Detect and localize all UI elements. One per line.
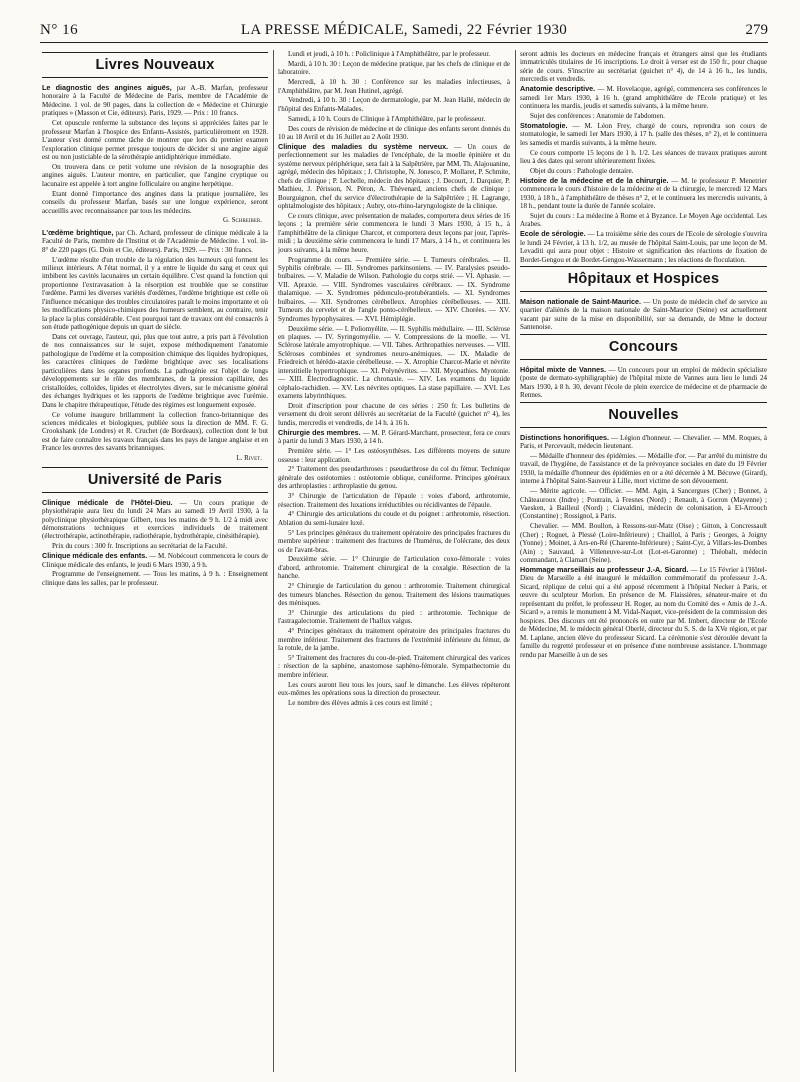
notice — [42, 499, 268, 541]
notice-paragraph: 2° Chirurgie de l'articulation du genou : arthrotomie. Traitement chirurgical des tumeurs blanches. Résection du genou. Traitement des lésions traumatiques des ménisques. — [278, 582, 510, 608]
notice-paragraph: — Médaille d'honneur des épidémies. — Médaille d'or. — Par arrêté du ministre du travail, de l'hygiène, de l'assistance et de la prévoyance sociales en date du 19 Février 1930, la médaille d'honneur des épidémies en or a été décernée à M. Bécuwe (Girard), interne à l'hôpital Saint-Sauveur à Lille, mort victime de son dévouement. — [520, 451, 767, 486]
notice-heading: Clinique médicale de l'Hôtel-Dieu. — [42, 497, 173, 507]
column-divider — [515, 50, 516, 1072]
notice-paragraph: Des cours de révision de médecine et de clinique des enfants seront donnés du 10 au 18 Avril et du 16 Juillet au 2 Août 1930. — [278, 124, 510, 142]
section-header-hopitaux — [520, 266, 767, 292]
notice-paragraph: 3° Chirurgie de l'articulation de l'épaule : voies d'abord, arthrotomie, résection. Traitement des luxations irréductibles ou récidivantes de l'épaule. — [278, 492, 510, 509]
notice-heading: Stomatologie. — [520, 120, 568, 130]
notice-heading: Clinique des maladies du système nerveux. — [278, 141, 449, 151]
notice-text: — M. Hovelacque, agrégé, commencera ses conférences le samedi 1er Mars 1930, à 16 h. (grand amphithéâtre de l'Ecole pratique) et les continuera les mardis, jeudis et samedis suivants, à la même heure. — [520, 85, 767, 111]
notice — [520, 434, 767, 451]
article-heading: Le diagnostic des angines aiguës, — [42, 83, 172, 92]
notice-paragraph: Lundi et jeudi, à 10 h. : Policlinique à l'Amphithéâtre, par le professeur. — [288, 50, 491, 58]
section-header-concours — [520, 334, 767, 360]
section-title: Livres Nouveaux — [95, 57, 215, 73]
notice-paragraph: Deuxième série. — 1° Chirurgie de l'articulation coxo-fémorale : voies d'abord, arthrotomie. Traitement chirurgical de la coxalgie. Résection de la hanche. — [278, 555, 510, 581]
notice-text: — Un concours pour un emploi de médecin spécialiste (poste de dermato-syphiligraphie) de l'hôpital mixte de Vannes aura lieu le lundi 24 Mars 1930, à 8 h. 30, devant l'école de plein exercice de médecine et de pharmacie de Rennes. — [520, 365, 767, 400]
notice-paragraph: Sujet du cours : La médecine à Rome et à Byzance. Le Moyen Age occidental. Les Arabes. — [520, 211, 767, 229]
notice — [278, 429, 510, 446]
article-paragraph: Ce volume inaugure brillamment la collection franco-britannique des sciences médicales et biologiques, publiée sous la direction de MM. F. G. Crookshank (de Londres) et R. Cruchet (de Bordeaux), collection dont le but est de faire connaître les travaux français dans les pays de langue anglaise et en France les œuvres des savants britanniques. — [42, 410, 268, 453]
article-text: par A.-B. Marfan, professeur honoraire à la Faculté de Médecine de Paris, membre de l'Académie de Médecine. 1 vol. de 90 pages, dans la collection de « Médecine et Chirurgie pratiques » (Masson et Cie, éditeurs). Paris, 1929. — Prix : 10 francs. — [42, 84, 268, 118]
notice — [278, 143, 510, 211]
notice-paragraph: 4° Chirurgie des articulations du coude et du poignet : arthrotomie, résection. Ablation du semi-lunaire luxé. — [278, 510, 510, 527]
notice-paragraph: Droit d'inscription pour chacune de ces séries : 250 fr. Les bulletins de versement du droit seront délivrés au secrétariat de la Faculté (guichet n° 4), les lundis, mercredis et vendredis, de 14 h. à 16 h. — [278, 402, 510, 427]
notice-paragraph: Prix du cours : 300 fr. Inscriptions au secrétariat de la Faculté. — [52, 542, 228, 551]
notice — [520, 122, 767, 147]
notice-paragraph: 3° Chirurgie des articulations du pied : arthrotomie. Technique de l'astragalectomie. Traitement de l'hallux valgus. — [278, 608, 510, 626]
notice — [520, 230, 767, 264]
notice-paragraph: Sujet des conférences : Anatomie de l'abdomen. — [530, 111, 665, 120]
article — [42, 84, 268, 118]
notice-paragraph: Mardi, à 10 h. 30 : Leçon de médecine pratique, par les chefs de clinique et de laboratoire. — [278, 59, 510, 77]
notice-heading: Clinique médicale des enfants. — [42, 551, 148, 561]
section-title: Hôpitaux et Hospices — [567, 271, 720, 287]
notice-paragraph: Ce cours clinique, avec présentation de malades, comportera deux séries de 16 leçons ; la première série commencera le lundi 3 Mars 1930, à 15 h., à l'amphithéâtre de la clinique Charcot, et comportera deux leçons par jour, l'après-midi ; la deuxième série commencera le lundi 17 Mars, à 14 h., et continuera les jours suivants, à la même heure. — [278, 211, 510, 254]
notice-text: — Un cours de perfectionnement sur les maladies de l'encéphale, de la moelle épinière et du système nerveux périphérique, sera fait à la Salpêtrière, par MM. Th. Alajouanine, agrégé, médecin des hôpitaux ; J. Christophe, N. Jonesco, P. Mollaret, P. Schmite, chefs de clinique ; P. Lechelle, médecin des hôpitaux ; J. Decourt, J. Darquier, P. Mathieu, J. Périsson, N. Péron, A. Thévenard, anciens chefs de clinique ; Bourguignon, chef du service d'électrothérapie de la Salpêtrière ; H. Lagrange, ophtalmologiste des hôpitaux ; Aubry, oto-rhino-laryngologiste de la clinique. — [278, 142, 510, 211]
notice-paragraph: 5° Traitement des fractures du cou-de-pied. Traitement chirurgical des varices : résection de la saphène, anastomose saphéno-fémorale. Sympathectomie du membre inférieur. — [278, 654, 510, 679]
notice-heading: Distinctions honorifiques. — [520, 432, 609, 442]
notice-heading: Maison nationale de Saint-Maurice. — [520, 297, 642, 306]
column-divider — [273, 50, 274, 1072]
notice-heading: Anatomie descriptive. — [520, 84, 596, 94]
article — [42, 229, 268, 254]
section-title: Nouvelles — [608, 406, 679, 423]
author-signature: G. Schreiber. — [222, 216, 262, 225]
notice — [520, 298, 767, 332]
notice-text: — La troisième série des cours de l'Ecole de sérologie s'ouvrira le lundi 24 Février, à 13 h. 1/2, au musée de l'hôpital Saint-Louis, par une leçon de M. Levaditi qui aura pour objet : Histoire et signification des réactions de fixation de Bordet-Gengou et de Bordet-Gengou-Wassermann ; les réactions de floculation. — [520, 230, 767, 264]
notice-paragraph: 2° Traitement des pseudarthroses : pseudarthrose du col du fémur. Technique générale des ostéotomies : ostéotomie oblique, cunéiforme. Principes généraux des arthroplasties : arthroplastie du genou. — [278, 465, 510, 491]
article-text: par Ch. Achard, professeur de clinique médicale à la Faculté de Paris, membre de l'Institut et de l'Académie de Médecine. 1 vol. in-8° de 220 pages (G. Doin et Cie, éditeurs). Paris, 1929. — Prix : 30 francs. — [42, 228, 268, 254]
notice-paragraph: Mercredi, à 10 h. 30 : Conférence sur les maladies infectieuses, à l'Amphithéâtre, par M. Jean Hutinel, agrégé. — [278, 78, 510, 95]
notice-paragraph: 4° Principes généraux du traitement opératoire des principales fractures du membre inférieur. Traitement des fractures de l'extrémité inférieure du fémur, de la rotule, de la jambe. — [278, 627, 510, 653]
notice — [520, 366, 767, 400]
notice-paragraph: Objet du cours : Pathologie dentaire. — [530, 166, 634, 175]
notice-paragraph: Programme de l'enseignement. — Tous les matins, à 9 h. : Enseignement clinique dans les salles, par le professeur. — [42, 570, 268, 587]
notice-text: — M. le professeur P. Menetrier commencera le cours d'histoire de la médecine et de la chirurgie, le mercredi 12 Mars 1930, à 18 h., à l'amphithéâtre de thèses n° 2, et le continuera les mercredis suivants, à 18 h., pendant toute la durée de l'année scolaire. — [520, 176, 767, 211]
page-number: 279 — [745, 22, 768, 38]
column-3 — [520, 50, 767, 660]
newspaper-title: LA PRESSE MÉDICALE, Samedi, 22 Février 1930 — [240, 22, 568, 38]
notice-text: — M. Nobécourt commencera le cours de Clinique médicale des enfants, le jeudi 6 Mars 1930, à 9 h. — [42, 552, 268, 569]
section-title: Université de Paris — [87, 471, 223, 488]
notice — [520, 85, 767, 110]
notice — [520, 566, 767, 659]
notice-paragraph: Première série. — 1° Les ostéosynthèses. Les différents moyens de suture osseuse : leur application. — [278, 447, 510, 464]
notice-text: — Un cours pratique de physiothérapie aura lieu du lundi 24 Mars au samedi 19 Avril 1930, à la polyclinique physiothérapique Gilbert, tous les matins de 9 h. 1/2 à midi avec démonstrations techniques et exercices individuels de traitement (électrothérapie, actinothérapie, radiothérapie, hydrothérapie, cinésithérapie). — [42, 498, 268, 541]
notice-paragraph: Le nombre des élèves admis à ces cours est limité ; — [288, 699, 433, 708]
section-header-universite — [42, 467, 268, 493]
notice-text: — M. Léon Frey, chargé de cours, reprendra son cours de stomatologie, le samedi 1er Mars 1930, à 17 h. (salle des thèses, n° 2), et le continuera les samedis et mardis suivants, à la même heure. — [520, 121, 767, 147]
notice-heading: Histoire de la médecine et de la chirurgie. — [520, 175, 669, 185]
section-header-livres-nouveaux — [42, 52, 268, 78]
column-1 — [42, 50, 268, 589]
issue-number: N° 16 — [40, 22, 79, 38]
notice-text: — Un poste de médecin chef de service au quartier d'aliénés de la maison nationale de Saint-Maurice (Seine) est actuellement vacant par suite de la mise en disponibilité, sur sa demande, de Mme le docteur Santenoise. — [520, 298, 767, 332]
column-2 — [278, 50, 510, 709]
article-paragraph: Dans cet ouvrage, l'auteur, qui, plus que tout autre, a pris part à l'évolution de nos connaissances sur le sujet, expose méthodiquement l'anatomie pathologique de l'œdème et la composition chimique des liquides hydropiques, les caractères cliniques de l'œdème brightique avec ses localisations particulières dans les organes profonds. La pathogénie est l'objet de longs développements sur le rôle des membranes, de la pression capillaire, des cristalloïdes, colloïdes, lipides et électrolytes divers, sur le mécanisme général des échanges hydriques et les rapports de l'œdème brightique avec l'urémie. Dans le chapitre thérapeutique, l'étude des régimes est longuement exposée. — [42, 333, 268, 409]
article-paragraph: On trouvera dans ce petit volume une révision de la nosographie des angines aiguës. L'auteur montre, en particulier, que l'angine cryptique ou lacunaire est appelée à tort angine folliculaire ou angine herpétique. — [42, 162, 268, 188]
notice — [520, 177, 767, 211]
notice-paragraph: Deuxième série. — I. Poliomyélite. — II. Syphilis médullaire. — III. Sclérose en plaques. — IV. Syringomyélie. — V. Compressions de la moelle. — VI. Sclérose latérale amyotrophique. — VII. Tabes. Arthropathies nerveuses. — VIII. Scléroses combinées et syndromes neuro-anémiques. — IX. Maladie de Friedreich et hérédo-ataxie cérébelleuse. — X. Atrophie Charcot-Marie et névrite interstitielle hypertrophique. — XI. Polynévrites. — XII. Myopathies. Myotonie. — XIII. Électrodiagnostic. La chronaxie. — XIV. Les examens du liquide céphalo-rachidien. — XV. Les névrites optiques. La stase papillaire. — XVI. Les examens labyrinthiques. — [278, 324, 510, 401]
notice-heading: Hommage marseillais au professeur J.-A. Sicard. — [520, 564, 689, 574]
notice-heading: Hôpital mixte de Vannes. — [520, 364, 607, 374]
notice-paragraph: Samedi, à 10 h. Cours de Clinique à l'Amphithéâtre, par le professeur. — [288, 114, 486, 123]
notice-text: — Légion d'honneur. — Chevalier. — MM. Roques, à Paris, et Percevault, médecin lieutenant. — [520, 433, 767, 451]
header-rule — [40, 42, 768, 43]
notice-paragraph: Vendredi, à 10 h. 30 : Leçon de dermatologie, par M. Jean Hallé, médecin de l'hôpital des Enfants-Malades. — [278, 96, 510, 113]
article-paragraph: Cet opuscule renferme la substance des leçons si appréciées faites par le professeur Marfan à l'hospice des Enfants-Assistés, particulièrement en 1928. L'auteur s'est donné comme tâche de montrer que lors du premier examen l'exploration clinique permet presque toujours de décider si une angine aiguë est ou non justiciable de la sérothérapie antidiphtérique immédiate. — [42, 119, 268, 162]
author-signature: L. Rivet. — [236, 454, 262, 463]
notice-paragraph: Chevalier. — MM. Boullon, à Ressons-sur-Matz (Oise) ; Gitton, à Concressault (Cher) ; Roguet, à Plessé (Loire-Inférieure) ; Chaillol, à Paris ; Georges, à Joigny (Yonne) ; Moinet, à Ars-en-Ré (Charente-Inférieure) ; Saint-Cyr, à Villars-les-Dombes (Ain) ; Sauvaud, à Villeneuve-sur-Lot (Lot-et-Garonne) ; Théobalt, médecin commandant, à Clamart (Seine). — [520, 522, 767, 565]
section-header-nouvelles — [520, 402, 767, 428]
article-paragraph: Etant donné l'importance des angines dans la pratique journalière, les conseils du professeur Marfan, basés sur une longue expérience, seront accueillis avec reconnaissance par tous les médecins. — [42, 189, 268, 215]
notice-text: — M. P. Gérard-Marchant, prosecteur, fera ce cours à partir du lundi 3 Mars 1930, à 14 h. — [278, 428, 510, 446]
notice-paragraph: seront admis les docteurs en médecine français et étrangers ainsi que les étudiants immatriculés titulaires de 16 inscriptions. Le droit à verser est de 150 fr., pour chaque série de cours. S'inscrire au secrétariat (guichet n° 4), de 14 à 16 h., les lundis, mercredis et vendredis. — [520, 50, 767, 84]
section-title: Concours — [608, 338, 679, 355]
notice-heading: Chirurgie des membres. — [278, 427, 361, 437]
notice-heading: Ecole de sérologie. — [520, 229, 586, 239]
notice-paragraph: 5° Les principes généraux du traitement opératoire des principales fractures du membre supérieur : traitement des fractures de l'humérus, de l'olécrane, des deux os de l'avant-bras. — [278, 528, 510, 554]
page-header — [40, 22, 768, 42]
notice-paragraph: Les cours auront lieu tous les jours, sauf le dimanche. Les élèves répéteront eux-mêmes les opérations sous la direction du prosecteur. — [278, 680, 510, 698]
notice-paragraph: Ce cours comporte 15 leçons de 1 h. 1/2. Les séances de travaux pratiques auront lieu à des dates qui seront ultérieurement fixées. — [520, 148, 767, 165]
notice-paragraph: Programme du cours. — Première série. — I. Tumeurs cérébrales. — II. Syphilis cérébrale. — III. Syndromes parkinsoniens. — IV. Paralysies pseudo-bulbaires. — V. Maladie de Wilson. Pathologie du corps strié. — VI. Aphasie. — VII. Apraxie. — VIII. Syndromes vasculaires cérébraux. — IX. Syndrome thalamique. — X. Syndromes pédonculo-protubérantiels. — XI. Syndromes bulbaires. — XII. Syndromes cérébelleux. Atrophies cérébelleuses. — XIII. Tumeurs du cervelet et de l'angle ponto-cérébelleux. — XIV. Chorées. — XV. Syndromes hypophysaires. — XVI. Hémiplégie. — [278, 255, 510, 323]
notice-text: — Le 15 Février à l'Hôtel-Dieu de Marseille a été inauguré le médaillon commémoratif du professeur J.-A. Sicard, réplique de celui qui a été apposé récemment à l'hôpital Necker à Paris, et œuvre du sculpteur Morlon. En présence de M. Flaissières, sénateur-maire et du représentant du préfet, le professeur H. Roger, au nom du Comité des « Amis de J.-A. Sicard », a remis le monument à M. Vidal-Naquet, vice-président de la commission des hospices. Des discours ont été prononcés en outre par M. Imbert, directeur de l'Ecole de Médecine, M. le médecin général Oberlé, directeur du S. S. de la XVe région, et par M. Laplane, ancien élève du professeur Sicard. La cérémonie s'est déroulée devant la famille du regretté professeur et en présence d'une nombreuse assistance. L'hommage rendu par Marseille à un de ses — [520, 565, 767, 659]
article-heading: L'œdème brightique, — [42, 227, 114, 237]
notice — [42, 552, 268, 569]
article-paragraph: L'œdème résulte d'un trouble de la régulation des humeurs qui forment les milieux intérieurs. A l'état normal, il y a entre le liquide du sang et ceux qui imbibent les cavités lacunaires un certain équilibre. C'est quand la fonction qui proportionne l'extravasation à la résorption est troublée que se constitue l'œdème. Parmi les diverses variétés d'œdèmes, l'œdème brightique est celle où l'influence mécanique des troubles circulatoires paraît le moins importante et où les modifications physico-chimiques des humeurs semblent, au contraire, tenir la place la plus considérable. C'est pourquoi tant de travaux ont été consacrés à son étude pathogénique depuis un quart de siècle. — [42, 255, 268, 332]
notice-paragraph: — Mérite agricole. — Officier. — MM. Agin, à Sancergues (Cher) ; Bonnet, à Châteauroux (Indre) ; Poutrain, à Fresnes (Nord) ; Renault, à Gorron (Mayenne) ; Vaesken, à Bailleul (Nord) ; Ciavaldini, médecin de colonisation, à El-Arrouch (Constantine) ; Rossignol, à Paris. — [520, 487, 767, 521]
